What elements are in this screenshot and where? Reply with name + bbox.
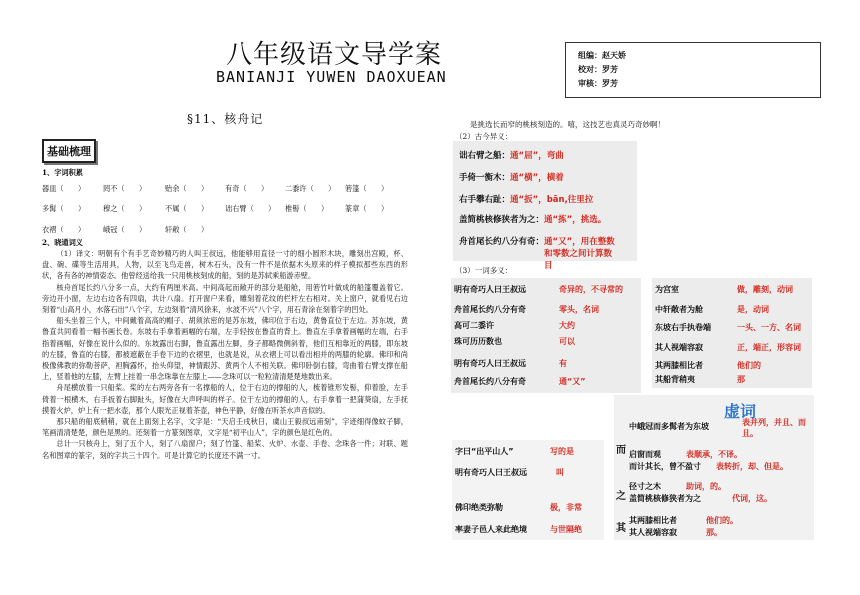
paragraph: 核舟首尾长约八分多一点，大约有两厘米高。中间高起而敞开的部分是船舱，用箬竹叶做成的船篷覆盖着它。旁边开小窗，左边右边各有四扇，共计八扇。打开窗户来看，雕刻着花纹的栏杆左右相对。关上窗户，就看见右边刻着“山高月小，水落石出”八个字，左边刻着“清风徐来，水波不兴”八个字，用石青涂在刻着字的凹处。	[42, 282, 408, 315]
example-phrase: 径寸之木	[629, 482, 661, 491]
example-phrase: 东坡右手执卷端	[655, 323, 711, 332]
vocab-item: 衣褶（ ）	[42, 224, 86, 234]
vocab-item: 有奇（ ）	[225, 184, 269, 194]
paragraph: 那只船的船底稍稍，就在上面刻上名字，文字是：“天启壬戌秋日，虞山王毅叔远甫刻”，字迹细得像蚊子脚，笔画清清楚楚，颜色是黑的。还刻着一方篆刻图章，文字是“初平山人”，字的颜色是红色的。	[42, 417, 408, 438]
vocab-item: 器皿（ ）	[42, 184, 86, 194]
info-box	[565, 42, 821, 98]
example-phrase: 佛印绝类弥勒	[455, 503, 503, 512]
example-phrase: 率妻子邑人来此绝境	[455, 525, 527, 534]
info-proofreader: 校对：罗芳	[578, 64, 618, 74]
example-phrase: 明有奇巧人曰王叔远	[454, 359, 526, 368]
tongjia-note: 通“又”，用在整数和零数之间计算数目	[544, 237, 615, 271]
meaning: 通“又”	[559, 377, 586, 386]
example-phrase: 明有奇巧人曰王叔远	[455, 468, 527, 477]
meaning: 代词，这。	[732, 494, 772, 503]
tongjia-phrase: 舟首尾长约八分有奇	[459, 237, 536, 247]
section-title: §11、核舟记	[187, 112, 264, 126]
example-phrase: 舟首尾长约八分有奇	[454, 377, 526, 386]
xuci-label-er: 而	[616, 445, 626, 456]
meaning: 是，动词	[737, 305, 769, 314]
example-phrase: 中峨冠而多髯者为东坡	[629, 422, 709, 431]
vocab-item: 二黍许（ ）	[285, 184, 336, 194]
tongjia-phrase: 手倚一衡木	[459, 173, 502, 183]
info-editor: 组编：赵天娇	[578, 50, 626, 60]
xuci-panel	[614, 395, 814, 540]
meaning: 零头，名词	[559, 305, 599, 314]
meaning: 叫	[556, 468, 564, 477]
qi-panel	[451, 278, 641, 393]
example-phrase: 为宫室	[655, 285, 679, 294]
tongjia-phrase: 右手攀右趾	[459, 195, 502, 205]
vocab-row	[42, 203, 408, 214]
meaning: 助词，的。	[686, 482, 726, 491]
page-title: 八年级语文导学案	[226, 40, 443, 70]
info-reviewer: 审核：罗芳	[578, 78, 618, 88]
example-phrase: 明有奇巧人曰王叔远	[454, 285, 526, 294]
example-phrase: 其人视端容寂	[629, 528, 677, 537]
example-phrase: 高可二黍许	[454, 321, 494, 330]
example-phrase: 珠可历历数也	[454, 337, 502, 346]
example-phrase: 其两膝相比者	[655, 361, 703, 370]
vocab-row	[42, 224, 408, 235]
heading-tongjia: （2）古今异义：	[455, 132, 513, 141]
tongjia-phrase: 盖简桃核修狭者为之	[459, 215, 536, 225]
left-column	[42, 167, 408, 461]
meaning: 表转折，却、但是。	[716, 462, 788, 471]
example-phrase: 中轩敞者为舱	[655, 305, 703, 314]
meaning: 那。	[706, 528, 722, 537]
paragraph: 船头坐着三个人，中间戴着高高的帽子、胡须浓密的是苏东坡，佛印位于右边，黄鲁直位于左边。苏东坡，黄鲁直共同看着一幅书画长卷。东坡右手拿着画幅的右端，左手轻按在鲁直的背上。鲁直左手拿着画幅的左端，右手指着画幅，好像在说什么似的。东坡露出右脚，鲁直露出左脚，身子都略微侧斜着，他们互相靠近的两膝，即东坡的左膝，鲁直的右膝，都被遮蔽在手卷下边的衣褶里，也就是说，从衣褶上可以看出相并的两膝的轮廓。佛印和尚极像佛教的弥勒菩萨，袒胸露怀，抬头仰望，神情跟苏、黄两个人不相关联。佛印卧倒右膝，弯曲着右臂支撑在船上，竖着他的左膝，左臂上挂着一串念珠靠在左膝上——念珠可以一粒粒清清楚楚地数出来。	[42, 316, 408, 382]
vocab-item: 峨冠（ ）	[103, 224, 147, 234]
yue-panel	[452, 440, 604, 540]
meaning: 他们的。	[706, 516, 738, 525]
meaning: 正，端正，形容词	[737, 343, 801, 352]
tongjia-note: 通“横”，横着	[510, 173, 564, 183]
paragraph: （1）译文：明朝有个有手艺奇妙精巧的人叫王叔远，他能够用直径一寸的细小圆形木块，雕刻出宫殿，杯、盘、碗、碟等生活用具，人物，以至飞鸟走兽，树木石头，没有一件不是依据木头原来的样子模拟那些东西的形状，各有各的神情姿态。他曾经送给我一只用桃核刻成的船，刻的是苏轼乘船游赤壁。	[42, 249, 408, 281]
example-phrase: 盖简桃核修狭者为之	[629, 494, 701, 503]
vocab-item: 篆章（ ）	[345, 204, 389, 214]
vocab-item: 贻余（ ）	[165, 184, 209, 194]
meaning: 有	[559, 359, 567, 368]
example-phrase: 舟首尾长约八分有奇	[454, 305, 526, 314]
vocab-item: 轩敞（ ）	[165, 224, 209, 234]
vocab-item: 诎右臂（ ）	[225, 204, 276, 214]
tongjia-phrase: 诎右臂之船	[459, 151, 502, 161]
tongjia-panel: 诎右臂之船：通“屈”，弯曲 手倚一衡木：通“横”，横着 右手攀右趾：通“扳”，bān,往里拉 盖简桃核修狭者为之：通“拣”，挑选。 舟首尾长约八分有奇：通“又”，用在整数和零数之间计算数目	[453, 141, 637, 261]
vocab-item: 多髯（ ）	[42, 204, 86, 214]
example-phrase: 其两膝相比者	[629, 516, 677, 525]
page-title-pinyin: BANIANJI YUWEN DAOXUEAN	[216, 68, 447, 86]
example-phrase: 启窗而观	[629, 450, 661, 459]
meaning: 做，雕刻，动词	[737, 285, 793, 294]
meaning: 表并列，并且、而且。	[742, 418, 806, 438]
vocab-row	[42, 183, 408, 194]
tongjia-note: 通“扳”，bān,往里拉	[510, 195, 594, 205]
heading-meaning: 2、晓通词义	[42, 237, 83, 247]
meaning: 与世隔绝	[550, 525, 582, 534]
meaning: 表顺承，不译。	[686, 450, 742, 459]
xuci-label-qi: 其	[616, 523, 626, 534]
meaning: 可以	[559, 337, 575, 346]
meaning: 那	[737, 375, 745, 384]
example-phrase: 字曰“出平山人”	[455, 447, 514, 456]
paragraph: 总计一只核舟上，刻了五个人，刻了八扇窗户；刻了竹篷、船桨、火炉、水壶、手卷、念珠各一件；对联、题名和图章的篆字，刻的字共三十四个。可是计算它的长度还不满一寸。	[42, 439, 408, 460]
meaning: 一头、一方、名词	[737, 323, 801, 332]
example-phrase: 而计其长，曾不盈寸	[629, 462, 701, 471]
paragraph: 舟尾横放着一只船桨。桨的左右两旁各有一名撑船的人，位于右边的撑船的人，梳着锥形发髻，仰着脸，左手倚着一根横木，右手扳着右脚趾头，好像在大声呼叫的样子。位于左边的撑船的人，右手拿着一把蒲葵扇，左手抚摸着火炉，炉上有一把水壶，那个人眼光正视着茶壶，神色平静，好像在听茶水声音似的。	[42, 383, 408, 415]
heading-vocab: 1、字词积累	[42, 168, 83, 177]
vocab-item: 穆之（ ）	[103, 204, 147, 214]
xuci-label-zhi: 之	[616, 491, 626, 502]
example-phrase: 其船背稍夷	[655, 375, 695, 384]
vocab-item: 箬篷（ ）	[345, 184, 389, 194]
basics-badge: 基础梳理	[42, 139, 96, 163]
example-phrase: 其人视端容寂	[655, 343, 703, 352]
heading-yici: （3）一词多义：	[455, 266, 513, 275]
vocab-item: 椎髻（ ）	[285, 204, 329, 214]
tongjia-note: 通“屈”，弯曲	[510, 151, 564, 161]
meaning: 他们的	[737, 361, 761, 370]
meaning: 大约	[559, 321, 575, 330]
meaning: 奇异的，不寻常的	[559, 285, 623, 294]
continuation-line: 是挑选长而窄的桃核刻造的。嘻，这技艺也真灵巧奇妙啊！	[470, 120, 665, 129]
meaning: 极，非常	[550, 503, 582, 512]
vocab-item: 罔不（ ）	[103, 184, 147, 194]
meaning: 写的是	[550, 447, 574, 456]
tongjia-note: 通“拣”，挑选。	[544, 215, 607, 225]
xuci-title: 虚词	[724, 402, 757, 421]
wei-panel	[652, 278, 812, 388]
vocab-item: 不属（ ）	[165, 204, 209, 214]
